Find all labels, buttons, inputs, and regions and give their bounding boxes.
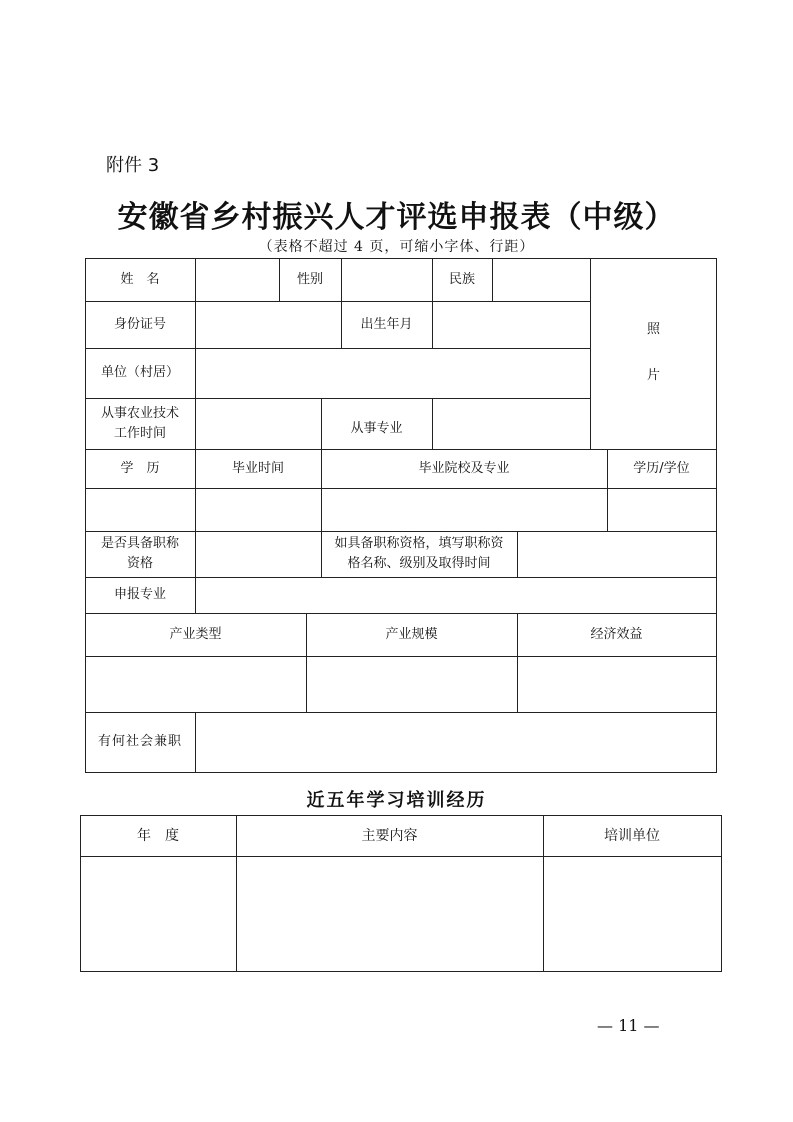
unit-label: 单位（村居） <box>100 365 179 380</box>
social-position-label: 有何社会兼职 <box>97 734 182 749</box>
title-qualification-line2: 资格 <box>126 556 153 571</box>
form-subtitle: （表格不超过 4 页，可缩小字体、行距） <box>258 239 535 255</box>
apply-specialty-field[interactable] <box>196 577 716 613</box>
training-content-header: 主要内容 <box>361 827 418 844</box>
id-number-field[interactable] <box>196 301 341 348</box>
agri-work-time-line1: 从事农业技术 <box>100 405 179 421</box>
specialty-label: 从事专业 <box>350 420 403 436</box>
industry-type-field[interactable] <box>86 657 306 712</box>
page-number: — 11 — <box>597 1016 660 1035</box>
photo-label-1: 照 <box>646 322 660 337</box>
economic-benefit-label: 经济效益 <box>590 626 643 642</box>
name-label: 姓 名 <box>120 271 160 287</box>
degree-label: 学历/学位 <box>633 460 690 476</box>
education-field[interactable] <box>86 489 195 531</box>
industry-scale-field[interactable] <box>307 657 517 712</box>
social-position-field[interactable] <box>196 713 716 772</box>
ethnicity-field[interactable] <box>493 258 590 301</box>
unit-field[interactable] <box>196 348 590 398</box>
title-qualification-label <box>85 531 195 577</box>
training-section-title: 近五年学习培训经历 <box>306 790 487 811</box>
gender-field[interactable] <box>342 258 432 301</box>
title-info-line2: 格名称、级别及取得时间 <box>347 556 491 571</box>
training-unit-field[interactable] <box>544 857 721 971</box>
title-info-label <box>321 531 517 577</box>
education-label: 学 历 <box>120 460 160 476</box>
attachment-label: 附件 3 <box>106 155 160 176</box>
title-qualification-line1: 是否具备职称 <box>100 536 179 551</box>
name-field[interactable] <box>196 258 279 301</box>
school-major-label: 毕业院校及专业 <box>418 460 510 476</box>
birth-field[interactable] <box>433 301 590 348</box>
ethnicity-label: 民族 <box>448 271 475 287</box>
industry-type-label: 产业类型 <box>169 626 222 642</box>
training-unit-header: 培训单位 <box>604 827 660 844</box>
school-major-field[interactable] <box>322 489 607 531</box>
birth-label: 出生年月 <box>360 316 413 332</box>
id-number-label: 身份证号 <box>113 316 166 332</box>
training-year-header: 年 度 <box>137 827 179 844</box>
agri-work-time-line2: 工作时间 <box>113 425 166 441</box>
title-info-line1: 如具备职称资格，填写职称资 <box>334 536 504 551</box>
training-year-field[interactable] <box>81 857 236 971</box>
specialty-field[interactable] <box>433 398 590 449</box>
photo-label-2: 片 <box>646 368 660 383</box>
title-info-field[interactable] <box>518 531 716 577</box>
industry-scale-label: 产业规模 <box>385 626 438 642</box>
degree-field[interactable] <box>608 489 716 531</box>
title-qualification-field[interactable] <box>196 531 321 577</box>
gender-label: 性别 <box>296 271 323 287</box>
agri-work-time-label <box>85 398 195 449</box>
training-content-field[interactable] <box>237 857 543 971</box>
graduation-time-label: 毕业时间 <box>231 460 284 476</box>
apply-specialty-label: 申报专业 <box>113 587 166 602</box>
form-title: 安徽省乡村振兴人才评选申报表（中级） <box>117 200 676 235</box>
graduation-time-field[interactable] <box>196 489 321 531</box>
economic-benefit-field[interactable] <box>518 657 716 712</box>
agri-work-time-field[interactable] <box>196 398 321 449</box>
